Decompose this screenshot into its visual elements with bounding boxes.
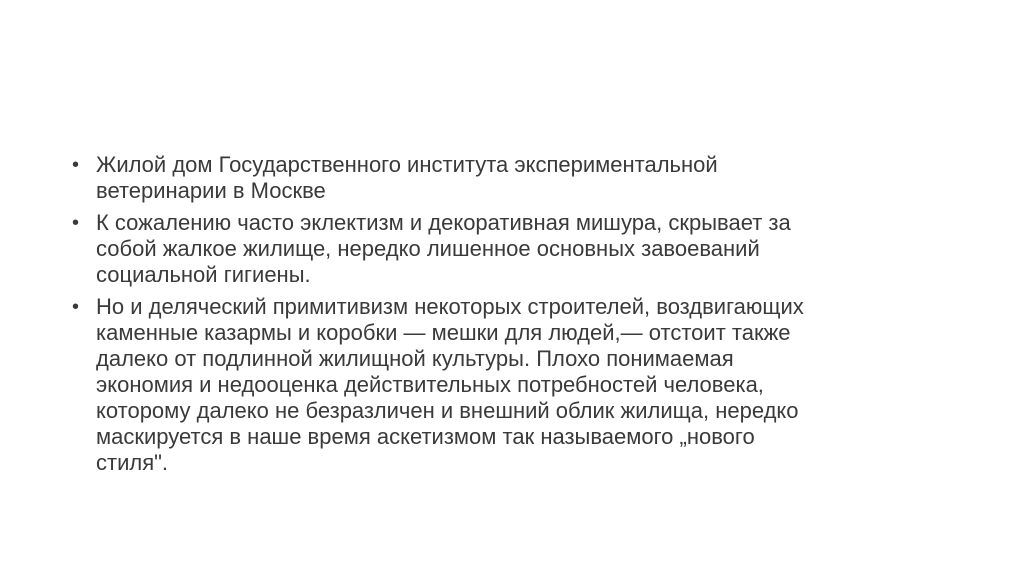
bullet-item-2 [72, 210, 952, 288]
bullet-text: Жилой дом Государственного института экспериментальной ветеринарии в Москве [96, 152, 718, 203]
bullet-text: К сожалению часто эклектизм и декоративная мишура, скрывает за собой жалкое жилище, нередко лишенное основных завоеваний социальной гигиены. [96, 210, 791, 287]
bullet-item-1 [72, 152, 952, 204]
bullet-list [72, 152, 952, 482]
bullet-text: Но и деляческий примитивизм некоторых строителей, воздвигающих каменные казармы и коробки — мешки для людей,— отстоит также далеко от подлинной жилищной культуры. Плохо понимаемая экономия и недооценка действительных потребностей человека, которому далеко не безразличен и внешний облик жилища, нередко маскируется в наше время аскетизмом так называемого „нового стиля". [96, 294, 804, 475]
bullet-marker: • [72, 212, 80, 234]
bullet-marker: • [72, 154, 80, 176]
bullet-item-3 [72, 294, 952, 476]
bullet-marker: • [72, 296, 80, 318]
